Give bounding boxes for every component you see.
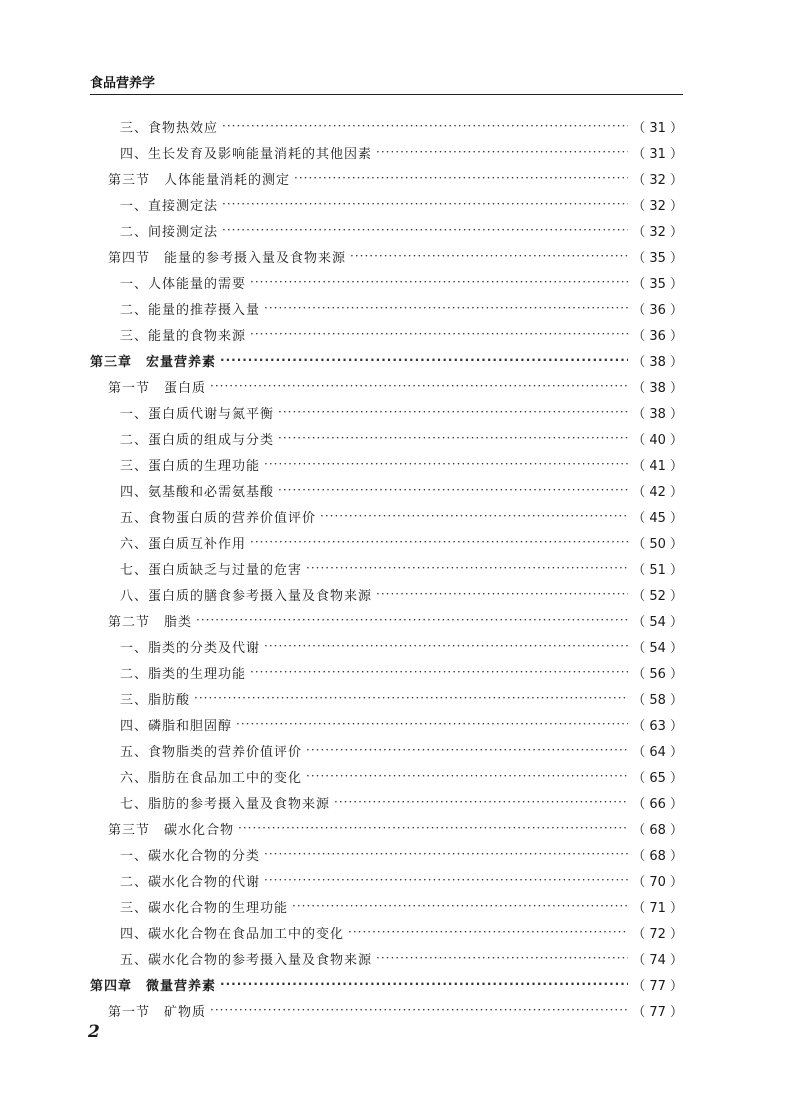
toc-entry-page: （ 54 ） <box>632 640 683 656</box>
dot-leader <box>220 353 628 367</box>
dot-leader <box>220 977 628 991</box>
toc-entry-page: （ 32 ） <box>632 198 683 214</box>
toc-entry-item[interactable] <box>90 269 683 295</box>
toc-entry-page: （ 68 ） <box>632 822 683 838</box>
toc-entry-item[interactable] <box>90 685 683 711</box>
toc-entry-title: 第三章 宏量营养素 <box>90 354 217 370</box>
toc-entry-item[interactable] <box>90 529 683 555</box>
toc-entry-item[interactable] <box>90 893 683 919</box>
toc-entry-item[interactable] <box>90 139 683 165</box>
dot-leader <box>222 197 628 211</box>
toc-entry-title: 四、氨基酸和必需氨基酸 <box>120 484 275 500</box>
toc-entry-title: 二、脂类的生理功能 <box>120 666 247 682</box>
toc-entry-title: 五、碳水化合物的参考摄入量及食物来源 <box>120 952 373 968</box>
toc-entry-title: 一、人体能量的需要 <box>120 276 247 292</box>
dot-leader <box>264 457 628 471</box>
toc-entry-title: 一、碳水化合物的分类 <box>120 848 261 864</box>
toc-entry-title: 一、直接测定法 <box>120 198 219 214</box>
toc-entry-item[interactable] <box>90 503 683 529</box>
dot-leader <box>376 951 628 965</box>
dot-leader <box>222 119 628 133</box>
dot-leader <box>196 613 628 627</box>
toc-entry-page: （ 66 ） <box>632 796 683 812</box>
toc-entry-title: 三、脂肪酸 <box>120 692 191 708</box>
toc-entry-page: （ 54 ） <box>632 614 683 630</box>
toc-entry-item[interactable] <box>90 191 683 217</box>
toc-entry-item[interactable] <box>90 217 683 243</box>
toc-entry-section[interactable] <box>90 997 683 1023</box>
dot-leader <box>334 795 628 809</box>
toc-entry-title: 二、间接测定法 <box>120 224 219 240</box>
toc-entry-section[interactable] <box>90 815 683 841</box>
toc-entry-page: （ 65 ） <box>632 770 683 786</box>
toc-entry-page: （ 74 ） <box>632 952 683 968</box>
toc-entry-page: （ 77 ） <box>632 1004 683 1020</box>
toc-entry-title: 二、碳水化合物的代谢 <box>120 874 261 890</box>
toc-entry-page: （ 36 ） <box>632 328 683 344</box>
toc-entry-item[interactable] <box>90 113 683 139</box>
toc-entry-item[interactable] <box>90 789 683 815</box>
toc-entry-title: 七、脂肪的参考摄入量及食物来源 <box>120 796 331 812</box>
toc-entry-item[interactable] <box>90 425 683 451</box>
toc-entry-page: （ 77 ） <box>632 978 683 994</box>
toc-entry-page: （ 31 ） <box>632 146 683 162</box>
toc-entry-page: （ 71 ） <box>632 900 683 916</box>
dot-leader <box>264 639 628 653</box>
toc-entry-page: （ 45 ） <box>632 510 683 526</box>
dot-leader <box>350 249 628 263</box>
dot-leader <box>278 483 628 497</box>
toc-entry-item[interactable] <box>90 295 683 321</box>
toc-entry-item[interactable] <box>90 451 683 477</box>
toc-entry-item[interactable] <box>90 477 683 503</box>
toc-entry-title: 三、食物热效应 <box>120 120 219 136</box>
toc-entry-title: 三、碳水化合物的生理功能 <box>120 900 289 916</box>
toc-entry-title: 第一节 矿物质 <box>108 1004 207 1020</box>
toc-entry-item[interactable] <box>90 555 683 581</box>
toc-entry-title: 第四节 能量的参考摄入量及食物来源 <box>108 250 347 266</box>
toc-entry-page: （ 36 ） <box>632 302 683 318</box>
toc-entry-item[interactable] <box>90 763 683 789</box>
toc-entry-page: （ 32 ） <box>632 224 683 240</box>
toc-entry-title: 第四章 微量营养素 <box>90 978 217 994</box>
toc-entry-page: （ 40 ） <box>632 432 683 448</box>
toc-entry-title: 六、脂肪在食品加工中的变化 <box>120 770 303 786</box>
dot-leader <box>264 301 628 315</box>
toc-entry-item[interactable] <box>90 633 683 659</box>
dot-leader <box>376 145 628 159</box>
toc-entry-title: 七、蛋白质缺乏与过量的危害 <box>120 562 303 578</box>
toc-entry-chapter[interactable] <box>90 347 683 373</box>
toc-entry-item[interactable] <box>90 945 683 971</box>
table-of-contents <box>90 113 683 1023</box>
dot-leader <box>320 509 628 523</box>
toc-entry-title: 第三节 碳水化合物 <box>108 822 235 838</box>
dot-leader <box>250 665 628 679</box>
dot-leader <box>264 873 628 887</box>
toc-entry-title: 四、碳水化合物在食品加工中的变化 <box>120 926 345 942</box>
dot-leader <box>306 769 628 783</box>
toc-entry-title: 四、磷脂和胆固醇 <box>120 718 233 734</box>
dot-leader <box>222 223 628 237</box>
toc-entry-title: 第三节 人体能量消耗的测定 <box>108 172 291 188</box>
toc-entry-page: （ 63 ） <box>632 718 683 734</box>
dot-leader <box>210 1003 628 1017</box>
dot-leader <box>306 561 628 575</box>
toc-entry-page: （ 31 ） <box>632 120 683 136</box>
dot-leader <box>250 327 628 341</box>
toc-entry-item[interactable] <box>90 399 683 425</box>
toc-entry-page: （ 70 ） <box>632 874 683 890</box>
book-title: 食品营养学 <box>90 76 156 91</box>
toc-entry-item[interactable] <box>90 841 683 867</box>
toc-entry-page: （ 38 ） <box>632 354 683 370</box>
running-header <box>90 76 683 95</box>
toc-entry-page: （ 52 ） <box>632 588 683 604</box>
toc-entry-page: （ 41 ） <box>632 458 683 474</box>
toc-entry-item[interactable] <box>90 919 683 945</box>
toc-entry-page: （ 51 ） <box>632 562 683 578</box>
toc-entry-title: 六、蛋白质互补作用 <box>120 536 247 552</box>
toc-entry-page: （ 38 ） <box>632 406 683 422</box>
toc-entry-page: （ 35 ） <box>632 276 683 292</box>
toc-entry-section[interactable] <box>90 243 683 269</box>
toc-entry-page: （ 58 ） <box>632 692 683 708</box>
toc-entry-title: 八、蛋白质的膳食参考摄入量及食物来源 <box>120 588 373 604</box>
toc-entry-page: （ 72 ） <box>632 926 683 942</box>
toc-entry-section[interactable] <box>90 607 683 633</box>
toc-entry-title: 第二节 脂类 <box>108 614 193 630</box>
dot-leader <box>238 821 628 835</box>
toc-entry-page: （ 42 ） <box>632 484 683 500</box>
dot-leader <box>292 899 628 913</box>
toc-entry-page: （ 56 ） <box>632 666 683 682</box>
toc-entry-page: （ 68 ） <box>632 848 683 864</box>
toc-entry-title: 五、食物脂类的营养价值评价 <box>120 744 303 760</box>
toc-entry-item[interactable] <box>90 711 683 737</box>
dot-leader <box>250 535 628 549</box>
toc-entry-title: 一、脂类的分类及代谢 <box>120 640 261 656</box>
toc-entry-page: （ 64 ） <box>632 744 683 760</box>
page-number: 2 <box>88 1022 100 1042</box>
dot-leader <box>194 691 628 705</box>
toc-entry-title: 二、能量的推荐摄入量 <box>120 302 261 318</box>
toc-entry-item[interactable] <box>90 321 683 347</box>
toc-entry-item[interactable] <box>90 737 683 763</box>
toc-entry-page: （ 50 ） <box>632 536 683 552</box>
dot-leader <box>210 379 628 393</box>
toc-entry-item[interactable] <box>90 867 683 893</box>
toc-entry-title: 三、蛋白质的生理功能 <box>120 458 261 474</box>
toc-entry-section[interactable] <box>90 373 683 399</box>
dot-leader <box>250 275 628 289</box>
toc-entry-title: 二、蛋白质的组成与分类 <box>120 432 275 448</box>
toc-entry-page: （ 32 ） <box>632 172 683 188</box>
dot-leader <box>294 171 628 185</box>
dot-leader <box>264 847 628 861</box>
dot-leader <box>236 717 628 731</box>
toc-entry-title: 四、生长发育及影响能量消耗的其他因素 <box>120 146 373 162</box>
toc-entry-chapter[interactable] <box>90 971 683 997</box>
toc-entry-page: （ 35 ） <box>632 250 683 266</box>
dot-leader <box>278 431 628 445</box>
toc-entry-title: 一、蛋白质代谢与氮平衡 <box>120 406 275 422</box>
dot-leader <box>278 405 628 419</box>
toc-entry-item[interactable] <box>90 659 683 685</box>
toc-entry-title: 第一节 蛋白质 <box>108 380 207 396</box>
toc-entry-item[interactable] <box>90 581 683 607</box>
toc-entry-page: （ 38 ） <box>632 380 683 396</box>
toc-entry-title: 三、能量的食物来源 <box>120 328 247 344</box>
dot-leader <box>376 587 628 601</box>
dot-leader <box>348 925 628 939</box>
toc-entry-title: 五、食物蛋白质的营养价值评价 <box>120 510 317 526</box>
toc-entry-section[interactable] <box>90 165 683 191</box>
dot-leader <box>306 743 628 757</box>
